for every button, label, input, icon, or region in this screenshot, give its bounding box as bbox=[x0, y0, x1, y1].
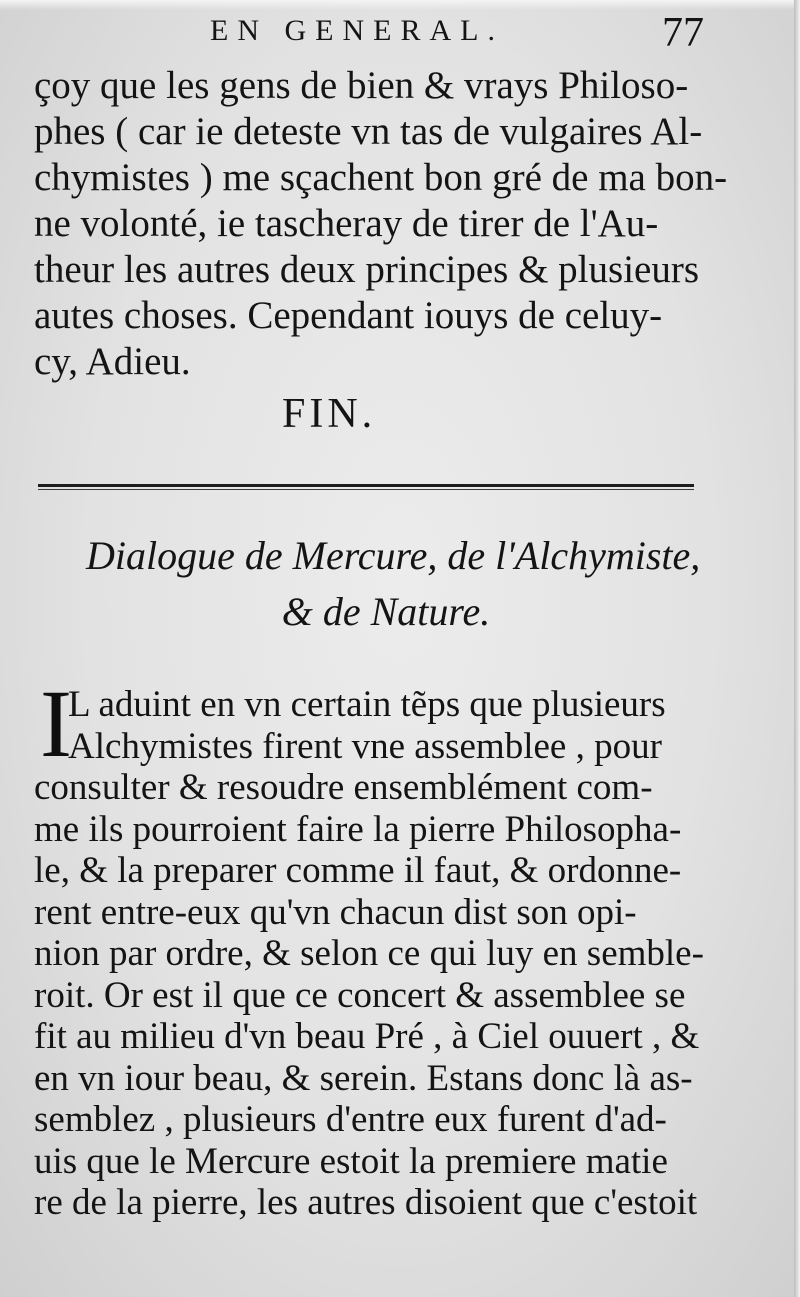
text-line: me ils pourroient faire la pierre Philosopha- bbox=[34, 808, 682, 850]
text-line: ne volonté, ie tascheray de tirer de l'Au- bbox=[34, 202, 659, 245]
text-line: cy, Adieu. bbox=[34, 340, 191, 383]
fin-heading: FIN. bbox=[282, 391, 377, 437]
section-divider bbox=[38, 483, 694, 492]
page-right-edge bbox=[794, 0, 800, 1297]
text-line: çoy que les gens de bien & vrays Philoso- bbox=[34, 64, 689, 107]
dialogue-title bbox=[86, 528, 701, 640]
text-line: fit au milieu d'vn beau Pré , à Ciel ouuert , & bbox=[34, 1016, 700, 1057]
text-line: nion par ordre, & selon ce qui luy en semble- bbox=[34, 933, 704, 974]
text-line: chymistes ) me sçachent bon gré de ma bon- bbox=[34, 156, 728, 199]
text-line: roit. Or est il que ce concert & assemblee se bbox=[34, 974, 686, 1016]
drop-cap: I bbox=[40, 670, 72, 777]
text-line: autes choses. Cependant iouys de celuy- bbox=[34, 294, 663, 337]
page-top-edge bbox=[0, 0, 800, 10]
text-line: consulter & resoudre ensemblément com- bbox=[34, 767, 653, 808]
text-line: phes ( car ie deteste vn tas de vulgaires Al- bbox=[34, 110, 703, 153]
text-line: semblez , plusieurs d'entre eux furent d'ad- bbox=[34, 1099, 667, 1140]
lower-paragraph bbox=[34, 684, 714, 1224]
upper-paragraph bbox=[34, 63, 728, 385]
text-line: theur les autres deux principes & plusieurs bbox=[34, 248, 699, 291]
text-line: L aduint en vn certain tẽps que plusieurs bbox=[68, 684, 666, 725]
text-line: re de la pierre, les autres disoient que c'estoit bbox=[34, 1182, 698, 1223]
divider-thin-line bbox=[38, 489, 694, 490]
text-line: le, & la preparer comme il faut, & ordonne- bbox=[34, 850, 682, 891]
text-line: en vn iour beau, & serein. Estans donc là as- bbox=[34, 1057, 693, 1099]
page-number: 77 bbox=[662, 10, 704, 56]
text-line: Alchymistes firent vne assemblee , pour bbox=[68, 725, 662, 767]
text-line: rent entre-eux qu'vn chacun dist son opi- bbox=[34, 891, 637, 933]
divider-thick-line bbox=[38, 484, 694, 487]
dialogue-title-line: Dialogue de Mercure, de l'Alchymiste, bbox=[86, 533, 701, 578]
dialogue-title-line: & de Nature. bbox=[281, 589, 491, 634]
text-line: uis que le Mercure estoit la premiere matie bbox=[34, 1140, 668, 1182]
running-header: EN GENERAL. bbox=[210, 14, 504, 47]
